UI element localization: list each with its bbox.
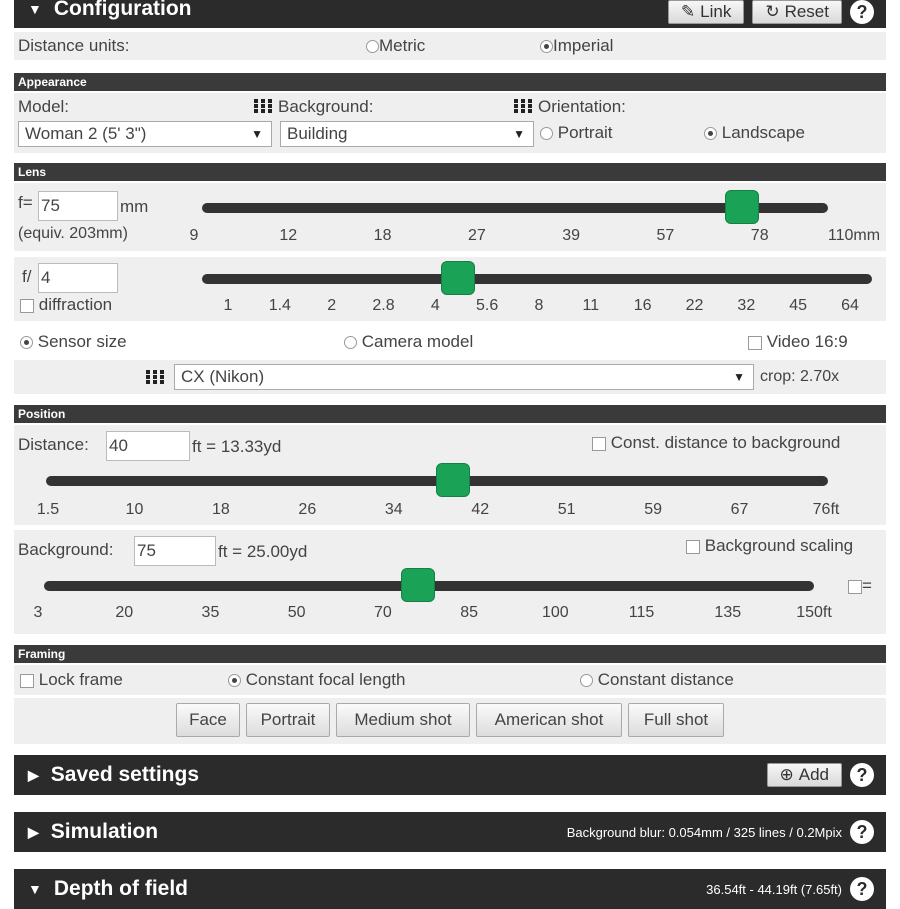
aperture-tick-label: 1 [223,297,233,314]
reset-icon: ↻ [765,2,780,21]
sensor-size-radio[interactable] [20,336,33,349]
focal-tick-label: 110mm [827,227,881,244]
aperture-tick-label: 2 [327,297,337,314]
const-distance-checkbox[interactable] [592,437,606,451]
portrait-button[interactable]: Portrait [246,703,330,737]
portrait-radio[interactable] [540,127,553,140]
configuration-title: Configuration [53,0,192,20]
background-distance-label: Background: [18,540,114,559]
distance-tick-label: 51 [557,501,576,518]
lens-section-bar: Lens [14,163,886,181]
help-icon[interactable]: ? [850,763,874,787]
background-slider-thumb[interactable] [401,568,435,602]
appearance-section-bar: Appearance [14,73,886,91]
background-tick-label: 135 [714,604,742,621]
equiv-focal: (equiv. 203mm) [18,225,128,242]
lock-frame-checkbox[interactable] [20,674,34,688]
focal-tick-label: 57 [656,227,675,244]
background-scaling-option[interactable]: Background scaling [686,536,853,556]
aperture-tick-label: 8 [534,297,544,314]
metric-radio[interactable] [366,40,379,53]
background-tick-label: 100 [541,604,569,621]
distance-label: Distance: [18,435,89,454]
background-distance-row [14,530,886,634]
aperture-slider-thumb[interactable] [441,261,475,295]
background-equal-option[interactable]: = [848,576,872,596]
medium-shot-button[interactable]: Medium shot [336,703,470,737]
aperture-tick-label: 16 [633,297,652,314]
sensor-mode-row [14,327,886,357]
framing-section-bar: Framing [14,645,886,663]
orientation-label: Orientation: [538,97,626,116]
focal-tick-label: 9 [189,227,199,244]
help-icon[interactable]: ? [850,0,874,24]
background-tick-label: 50 [287,604,306,621]
appearance-row [14,93,886,153]
link-button[interactable]: ✎ Link [668,0,744,24]
aperture-tick-label: 32 [737,297,756,314]
face-button[interactable]: Face [176,703,240,737]
sensor-select[interactable]: CX (Nikon) ▼ [174,364,754,390]
aperture-row [14,257,886,321]
distance-units-row [14,32,886,60]
simulation-title: Simulation [50,820,159,843]
simulation-summary: Background blur: 0.054mm / 325 lines / 0.2Mpix [566,824,842,840]
model-label: Model: [18,97,70,116]
constant-distance-radio[interactable] [580,674,593,687]
focal-tick-label: 18 [373,227,392,244]
aperture-tick-label: 5.6 [476,297,499,314]
distance-tick-label: 67 [730,501,749,518]
saved-settings-title: Saved settings [50,763,200,786]
distance-row [14,425,886,525]
background-scaling-checkbox[interactable] [686,540,700,554]
help-icon[interactable]: ? [850,820,874,844]
background-label: Background: [278,97,374,116]
diffraction-option[interactable]: diffraction [20,295,112,315]
distance-tick-label: 34 [384,501,403,518]
constant-focal-option[interactable]: Constant focal length [228,670,405,690]
orientation-grid-icon[interactable] [514,99,532,113]
depth-of-field-title: Depth of field [53,877,189,900]
distance-tick-label: 76ft [812,501,840,518]
dropdown-arrow-icon: ▼ [513,127,525,141]
dropdown-arrow-icon: ▼ [733,370,745,384]
background-tick-label: 3 [33,604,43,621]
landscape-option[interactable]: Landscape [704,123,805,143]
background-tick-label: 115 [628,604,655,621]
aperture-tick-label: 45 [789,297,808,314]
aperture-tick-label: 2.8 [372,297,395,314]
collapse-triangle-icon[interactable]: ▼ [28,881,42,897]
aperture-tick-label: 22 [685,297,704,314]
expand-triangle-icon[interactable]: ▶ [28,766,39,783]
aperture-prefix: f/ [22,267,32,286]
distance-suffix: ft = 13.33yd [192,437,282,456]
focal-length-input[interactable]: 75 [38,191,118,221]
lock-frame-option[interactable]: Lock frame [20,670,123,690]
american-shot-button[interactable]: American shot [476,703,622,737]
aperture-tick-label: 4 [430,297,440,314]
collapse-triangle-icon[interactable]: ▼ [28,1,42,17]
landscape-radio[interactable] [704,127,717,140]
focal-prefix: f= [18,193,33,212]
background-tick-label: 20 [115,604,134,621]
focal-tick-label: 39 [562,227,581,244]
background-distance-input[interactable]: 75 [134,536,216,566]
portrait-option[interactable]: Portrait [540,123,613,143]
reset-button[interactable]: ↻ Reset [752,0,842,24]
sensor-select-row [14,360,886,394]
framing-options-row [14,665,886,695]
distance-tick-label: 18 [211,501,230,518]
background-equal-checkbox[interactable] [848,580,862,594]
depth-of-field-summary: 36.54ft - 44.19ft (7.65ft) [706,881,842,897]
aperture-tick-label: 11 [582,297,600,314]
video-checkbox[interactable] [748,336,762,350]
distance-tick-label: 59 [644,501,663,518]
configuration-header[interactable] [14,0,886,28]
full-shot-button[interactable]: Full shot [628,703,724,737]
camera-model-radio[interactable] [344,336,357,349]
distance-tick-label: 10 [125,501,144,518]
imperial-option[interactable]: Imperial [540,36,613,56]
background-grid-icon[interactable] [254,99,272,113]
sensor-size-option[interactable]: Sensor size [20,332,127,352]
metric-option[interactable]: Metric [366,36,425,56]
focal-tick-label: 78 [750,227,769,244]
focal-row [14,183,886,251]
background-tick-label: 150ft [796,604,832,621]
constant-focal-radio[interactable] [228,674,241,687]
position-section-bar: Position [14,405,886,423]
expand-triangle-icon[interactable]: ▶ [28,823,39,840]
add-icon: ⊕ [779,765,794,784]
aperture-tick-label: 1.4 [268,297,291,314]
distance-tick-label: 42 [471,501,490,518]
saved-settings-header[interactable] [14,755,886,795]
background-tick-label: 70 [373,604,392,621]
distance-tick-label: 1.5 [36,501,60,518]
focal-slider-thumb[interactable] [725,190,759,224]
distance-input[interactable]: 40 [106,431,190,461]
sensor-grid-icon[interactable] [146,370,164,384]
background-suffix: ft = 25.00yd [218,542,308,561]
simulation-header[interactable] [14,812,886,852]
focal-unit: mm [120,197,149,216]
aperture-slider-track[interactable] [202,274,872,284]
model-select[interactable]: Woman 2 (5' 3") ▼ [18,121,272,147]
video-option[interactable]: Video 16:9 [748,332,848,352]
distance-units-label: Distance units: [18,36,130,55]
focal-tick-label: 27 [467,227,486,244]
distance-slider-thumb[interactable] [436,463,470,497]
depth-of-field-header[interactable] [14,869,886,909]
link-icon: ✎ [680,2,696,21]
add-button[interactable]: ⊕ Add [767,763,843,787]
crop-factor: crop: 2.70x [760,368,840,385]
dropdown-arrow-icon: ▼ [251,127,263,141]
const-distance-option[interactable]: Const. distance to background [592,433,840,453]
aperture-input[interactable]: 4 [38,263,118,293]
camera-model-option[interactable]: Camera model [344,332,473,352]
aperture-tick-label: 64 [841,297,859,314]
diffraction-checkbox[interactable] [20,299,34,313]
help-icon[interactable]: ? [850,877,874,901]
background-select[interactable]: Building ▼ [280,121,534,147]
background-tick-label: 85 [460,604,479,621]
distance-tick-label: 26 [298,501,317,518]
constant-distance-option[interactable]: Constant distance [580,670,734,690]
focal-tick-label: 12 [279,227,298,244]
imperial-radio[interactable] [540,40,553,53]
background-tick-label: 35 [201,604,220,621]
